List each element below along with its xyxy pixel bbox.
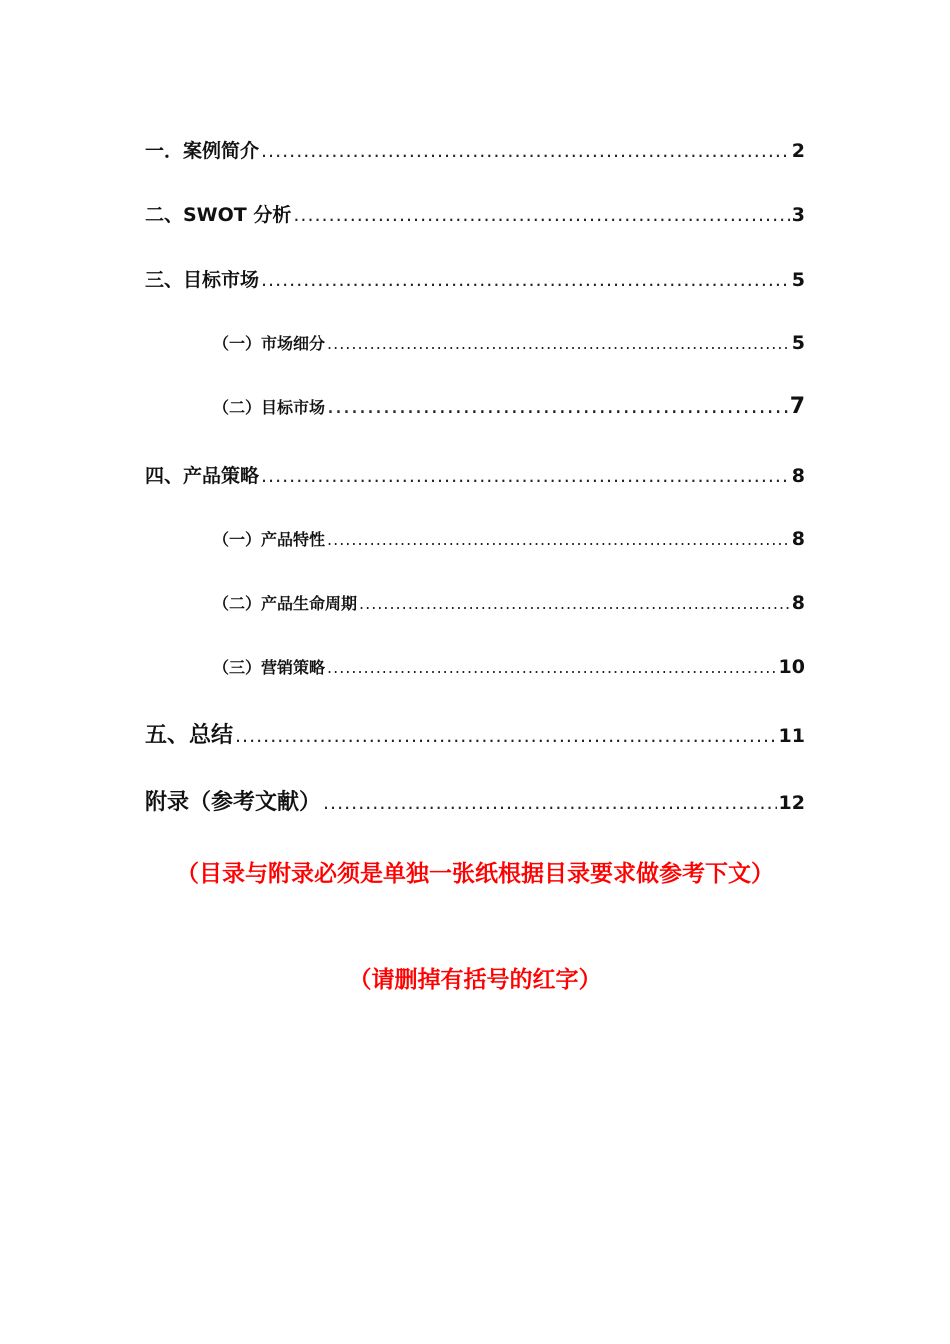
toc-entry-market-segmentation[interactable]	[213, 331, 805, 354]
toc-leader-dots	[293, 204, 789, 226]
toc-leader-dots	[261, 140, 790, 162]
toc-page-number: 12	[778, 792, 805, 814]
toc-entry-marketing-strategy[interactable]	[213, 655, 805, 678]
toc-entry-swot[interactable]	[145, 200, 805, 227]
toc-entry-product-strategy[interactable]	[145, 461, 805, 488]
toc-entry-label: 一．案例简介	[145, 140, 260, 162]
toc-leader-dots	[261, 269, 790, 291]
toc-entry-product-features[interactable]	[213, 527, 805, 550]
toc-entry-product-lifecycle[interactable]	[213, 591, 805, 614]
toc-entry-label: （一）市场细分	[213, 334, 326, 353]
toc-entry-label: （二）目标市场	[213, 398, 326, 417]
toc-entry-label: （一）产品特性	[213, 530, 326, 549]
toc-entry-label: 附录（参考文献）	[145, 790, 322, 815]
toc-entry-summary[interactable]	[145, 718, 805, 749]
red-instruction-note: （目录与附录必须是单独一张纸根据目录要求做参考下文）	[176, 861, 774, 887]
red-delete-note: （请删掉有括号的红字）	[348, 967, 602, 993]
toc-page-number: 7	[789, 394, 805, 419]
toc-entry-label: 五、总结	[145, 723, 234, 748]
toc-leader-dots	[235, 725, 777, 747]
toc-entry-appendix[interactable]	[145, 785, 805, 816]
toc-entry-label: 三、目标市场	[145, 269, 260, 291]
toc-page-number: 5	[791, 332, 805, 354]
toc-leader-dots	[261, 465, 790, 487]
toc-entry-case-intro[interactable]	[145, 136, 805, 163]
toc-entry-label: （三）营销策略	[213, 658, 326, 677]
toc-leader-dots	[359, 594, 790, 613]
toc-page-number: 5	[791, 269, 805, 291]
toc-page-number: 2	[791, 140, 805, 162]
toc-page-number: 8	[791, 592, 805, 614]
toc-page-number: 10	[778, 656, 805, 678]
toc-page-number: 8	[791, 465, 805, 487]
toc-entry-label: 四、产品策略	[145, 465, 260, 487]
toc-leader-dots	[327, 394, 788, 419]
toc-entry-label: （二）产品生命周期	[213, 594, 358, 613]
toc-leader-dots	[327, 334, 790, 353]
toc-entry-target-market-sub[interactable]	[213, 394, 805, 419]
toc-page-number: 8	[791, 528, 805, 550]
toc-entry-target-market[interactable]	[145, 265, 805, 292]
toc-entry-label: 二、SWOT 分析	[145, 204, 292, 226]
toc-leader-dots	[327, 658, 777, 677]
toc-page-number: 3	[791, 204, 805, 226]
toc-page-number: 11	[778, 725, 805, 747]
toc-leader-dots	[327, 530, 790, 549]
toc-leader-dots	[323, 792, 777, 814]
